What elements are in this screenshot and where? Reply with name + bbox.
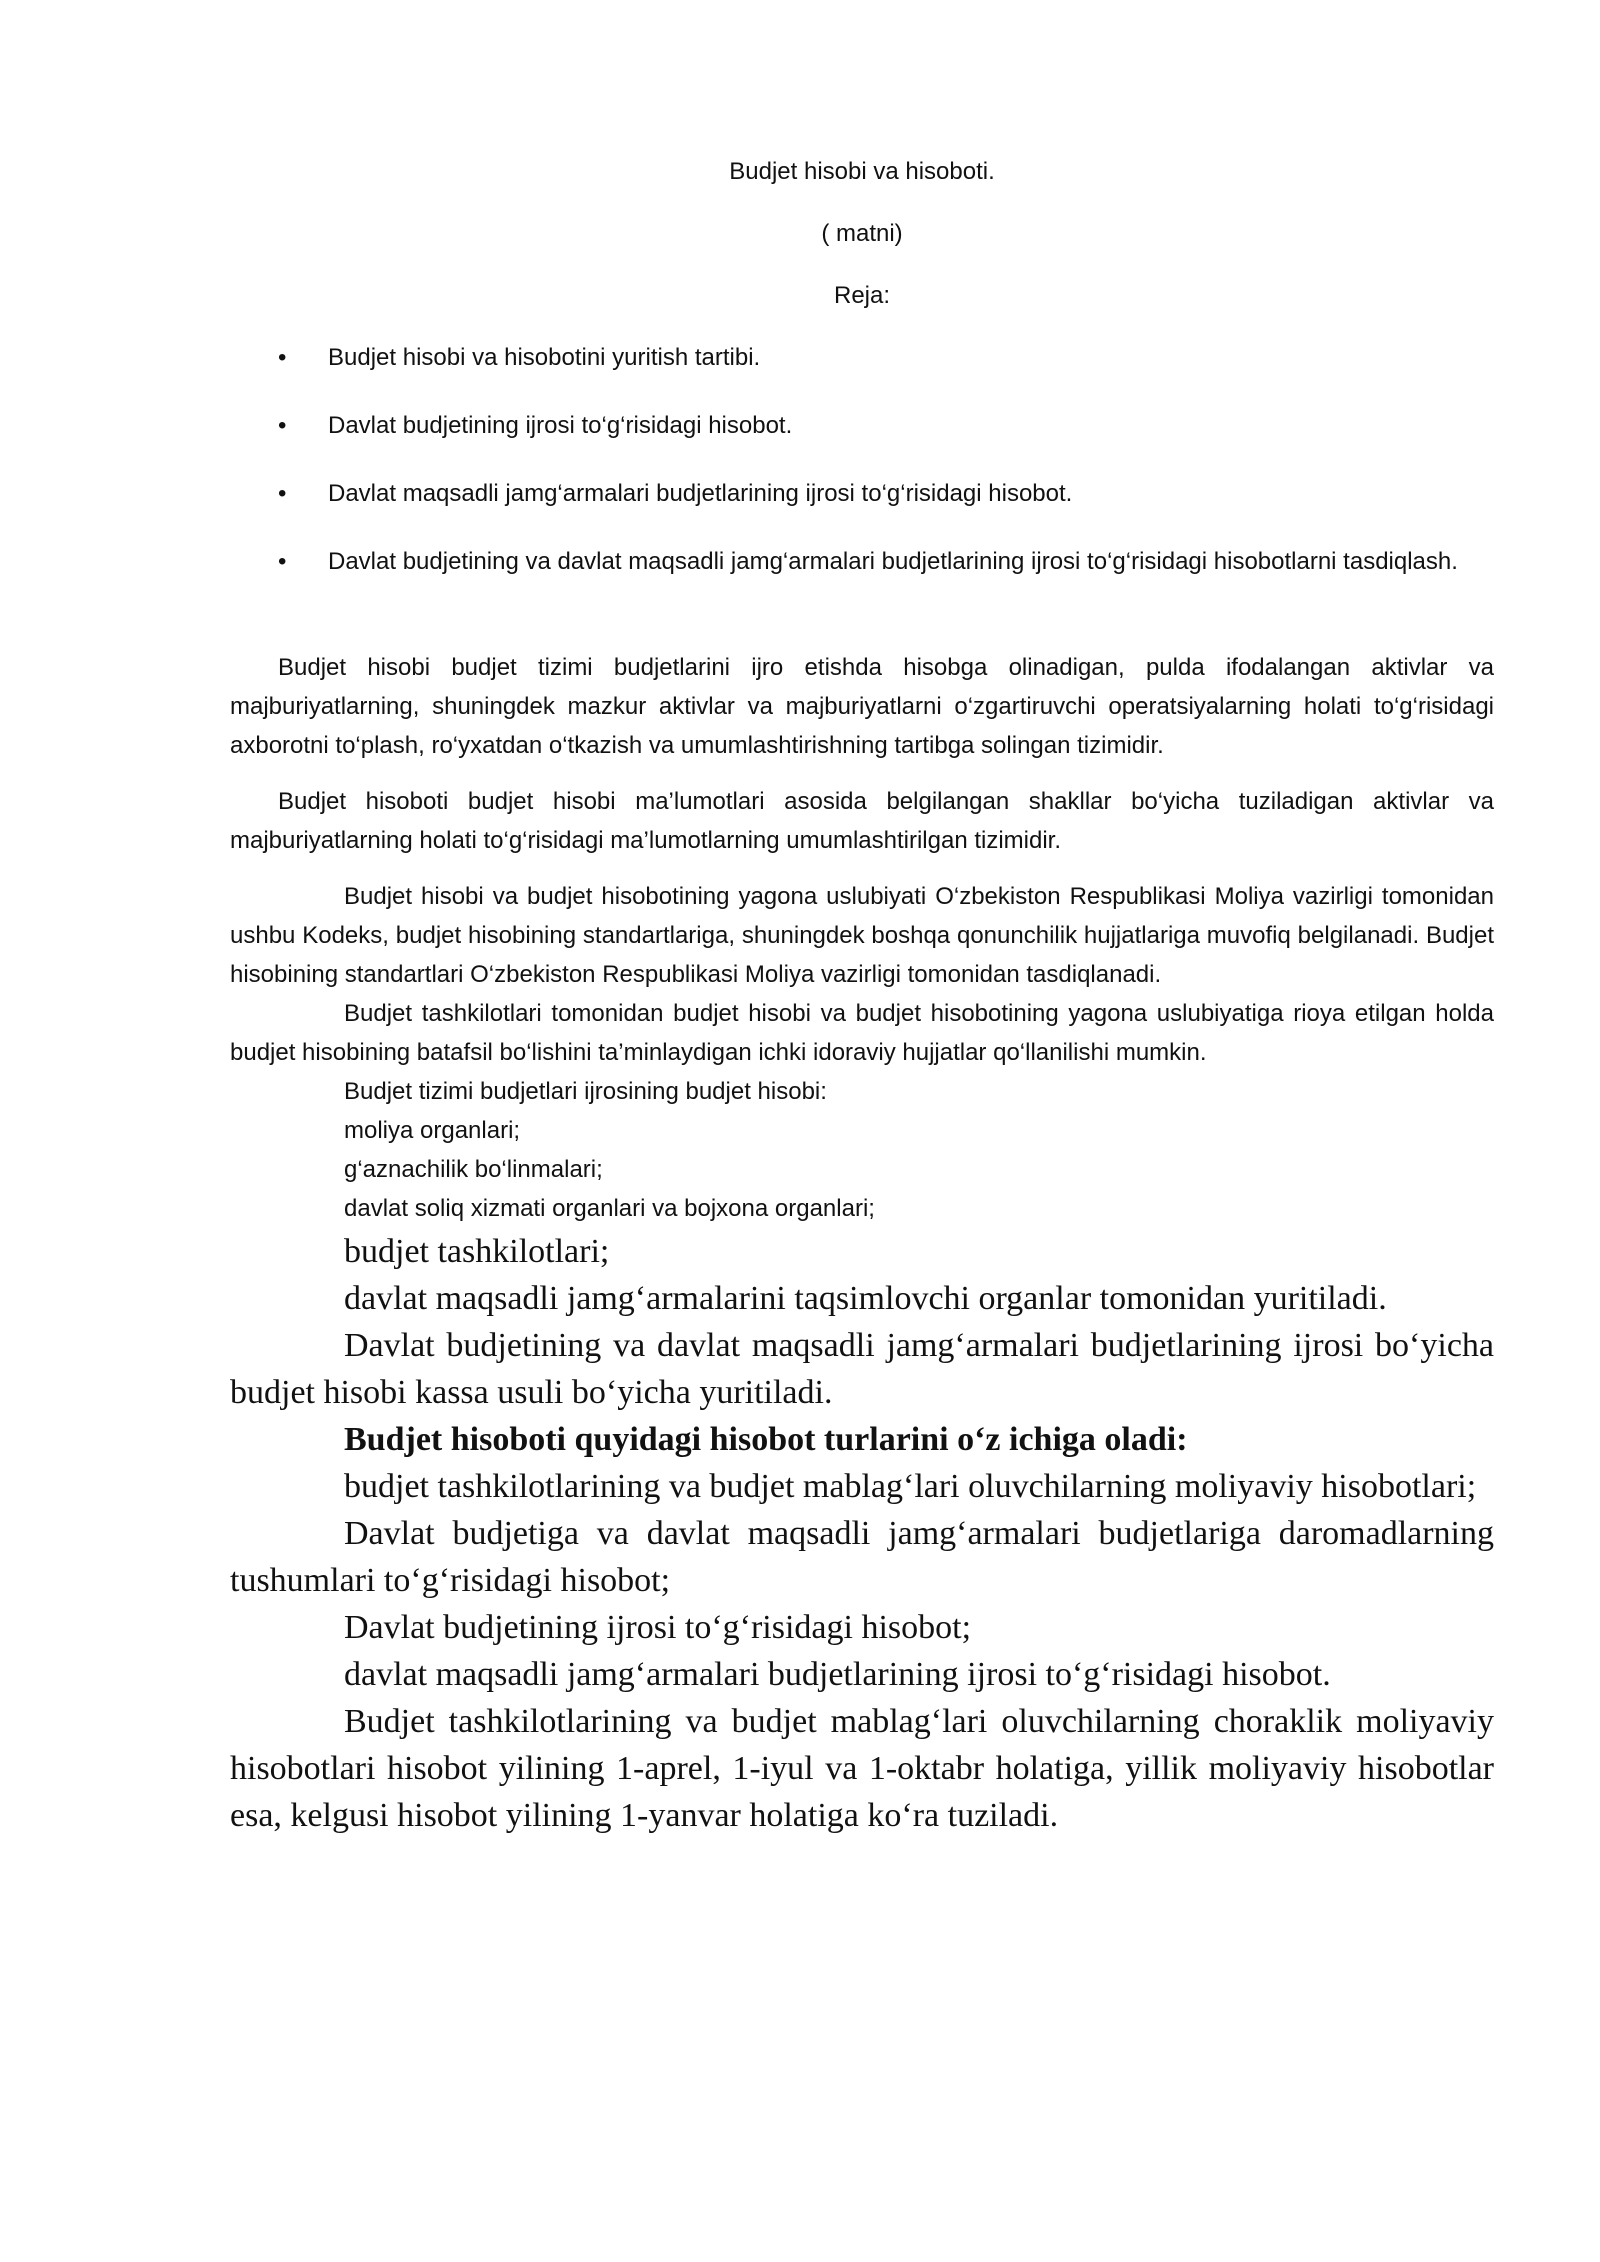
plan-item-text: Davlat budjetining va davlat maqsadli jamg‘armalari budjetlarining ijrosi to‘g‘risidagi hisobotlarni tasdiqlash. — [328, 548, 1458, 575]
paragraph-cash-method: Davlat budjetining va davlat maqsadli jamg‘armalari budjetlarining ijrosi bo‘yicha budjet hisobi kassa usuli bo‘yicha yuritiladi. — [230, 1327, 1494, 1411]
paragraph-fund-organs: davlat maqsadli jamg‘armalarini taqsimlovchi organlar tomonidan yuritiladi. — [344, 1280, 1387, 1317]
plan-item-text: Davlat budjetining ijrosi to‘g‘risidagi hisobot. — [328, 412, 793, 439]
report-type-item: davlat maqsadli jamg‘armalari budjetlarining ijrosi to‘g‘risidagi hisobot. — [344, 1656, 1331, 1693]
document-subtitle: ( matni) — [821, 220, 903, 247]
bullet-icon: • — [278, 344, 287, 371]
paragraph-budget-report-definition: Budjet hisoboti budjet hisobi ma’lumotlari asosida belgilangan shakllar bo‘yicha tuziladigan aktivlar va majburiyatlarning holati to‘g‘risidagi ma’lumotlarning umumlashtirilgan tizimidir. — [230, 788, 1494, 854]
paragraph-budget-accounting-definition: Budjet hisobi budjet tizimi budjetlarini ijro etishda hisobga olinadigan, pulda ifodalangan aktivlar va majburiyatlarning, shuningdek mazkur aktivlar va majburiyatlarni o‘zgartiruvchi operatsiyalarning holati to‘g‘risidagi axborotni to‘plash, ro‘yxatdan o‘tkazish va umumlashtirishning tartibga solingan tizimidir. — [230, 654, 1494, 759]
paragraph-reporting-dates: Budjet tashkilotlarining va budjet mablag‘lari oluvchilarning choraklik moliyaviy hisobotlari hisobot yilining 1-aprel, 1-iyul va 1-oktabr holatiga, yillik moliyaviy hisobotlar esa, kelgusi hisobot yilining 1-yanvar holatiga ko‘ra tuziladi. — [230, 1703, 1494, 1834]
list-item: davlat soliq xizmati organlari va bojxona organlari; — [344, 1195, 875, 1222]
report-type-item: budjet tashkilotlarining va budjet mablag‘lari oluvchilarning moliyaviy hisobotlari; — [344, 1468, 1477, 1505]
bullet-icon: • — [278, 548, 287, 575]
section-heading-report-types: Budjet hisoboti quyidagi hisobot turlarini o‘z ichiga oladi: — [344, 1421, 1188, 1458]
bullet-icon: • — [278, 412, 287, 439]
plan-item — [230, 338, 1494, 377]
document-body — [230, 648, 1494, 1839]
report-type-item: Davlat budjetiga va davlat maqsadli jamg‘armalari budjetlariga daromadlarning tushumlari to‘g‘risidagi hisobot; — [230, 1515, 1494, 1599]
plan-item-text: Budjet hisobi va hisobotini yuritish tartibi. — [328, 344, 761, 371]
plan-item — [230, 474, 1494, 513]
paragraph-unified-methodology: Budjet hisobi va budjet hisobotining yagona uslubiyati O‘zbekiston Respublikasi Moliya vazirligi tomonidan ushbu Kodeks, budjet hisobining standartlariga, shuningdek boshqa qonunchilik hujjatlariga muvofiq belgilanadi. Budjet hisobining standartlari O‘zbekiston Respublikasi Moliya vazirligi tomonidan tasdiqlanadi. — [230, 883, 1494, 988]
list-item: budjet tashkilotlari; — [344, 1233, 610, 1270]
list-item: g‘aznachilik bo‘linmalari; — [344, 1156, 603, 1183]
document-title: Budjet hisobi va hisoboti. — [729, 158, 995, 185]
paragraph-internal-documents: Budjet tashkilotlari tomonidan budjet hisobi va budjet hisobotining yagona uslubiyatiga rioya etilgan holda budjet hisobining batafsil bo‘lishini ta’minlaydigan ichki idoraviy hujjatlar qo‘llanilishi mumkin. — [230, 1000, 1494, 1066]
plan-list — [230, 338, 1494, 610]
plan-item-text: Davlat maqsadli jamg‘armalari budjetlarining ijrosi to‘g‘risidagi hisobot. — [328, 480, 1073, 507]
bullet-icon: • — [278, 480, 287, 507]
report-type-item: Davlat budjetining ijrosi to‘g‘risidagi hisobot; — [344, 1609, 972, 1646]
list-intro: Budjet tizimi budjetlari ijrosining budjet hisobi: — [344, 1078, 827, 1105]
plan-item — [230, 542, 1494, 581]
plan-item — [230, 406, 1494, 445]
list-item: moliya organlari; — [344, 1117, 521, 1144]
plan-heading: Reja: — [833, 282, 891, 309]
